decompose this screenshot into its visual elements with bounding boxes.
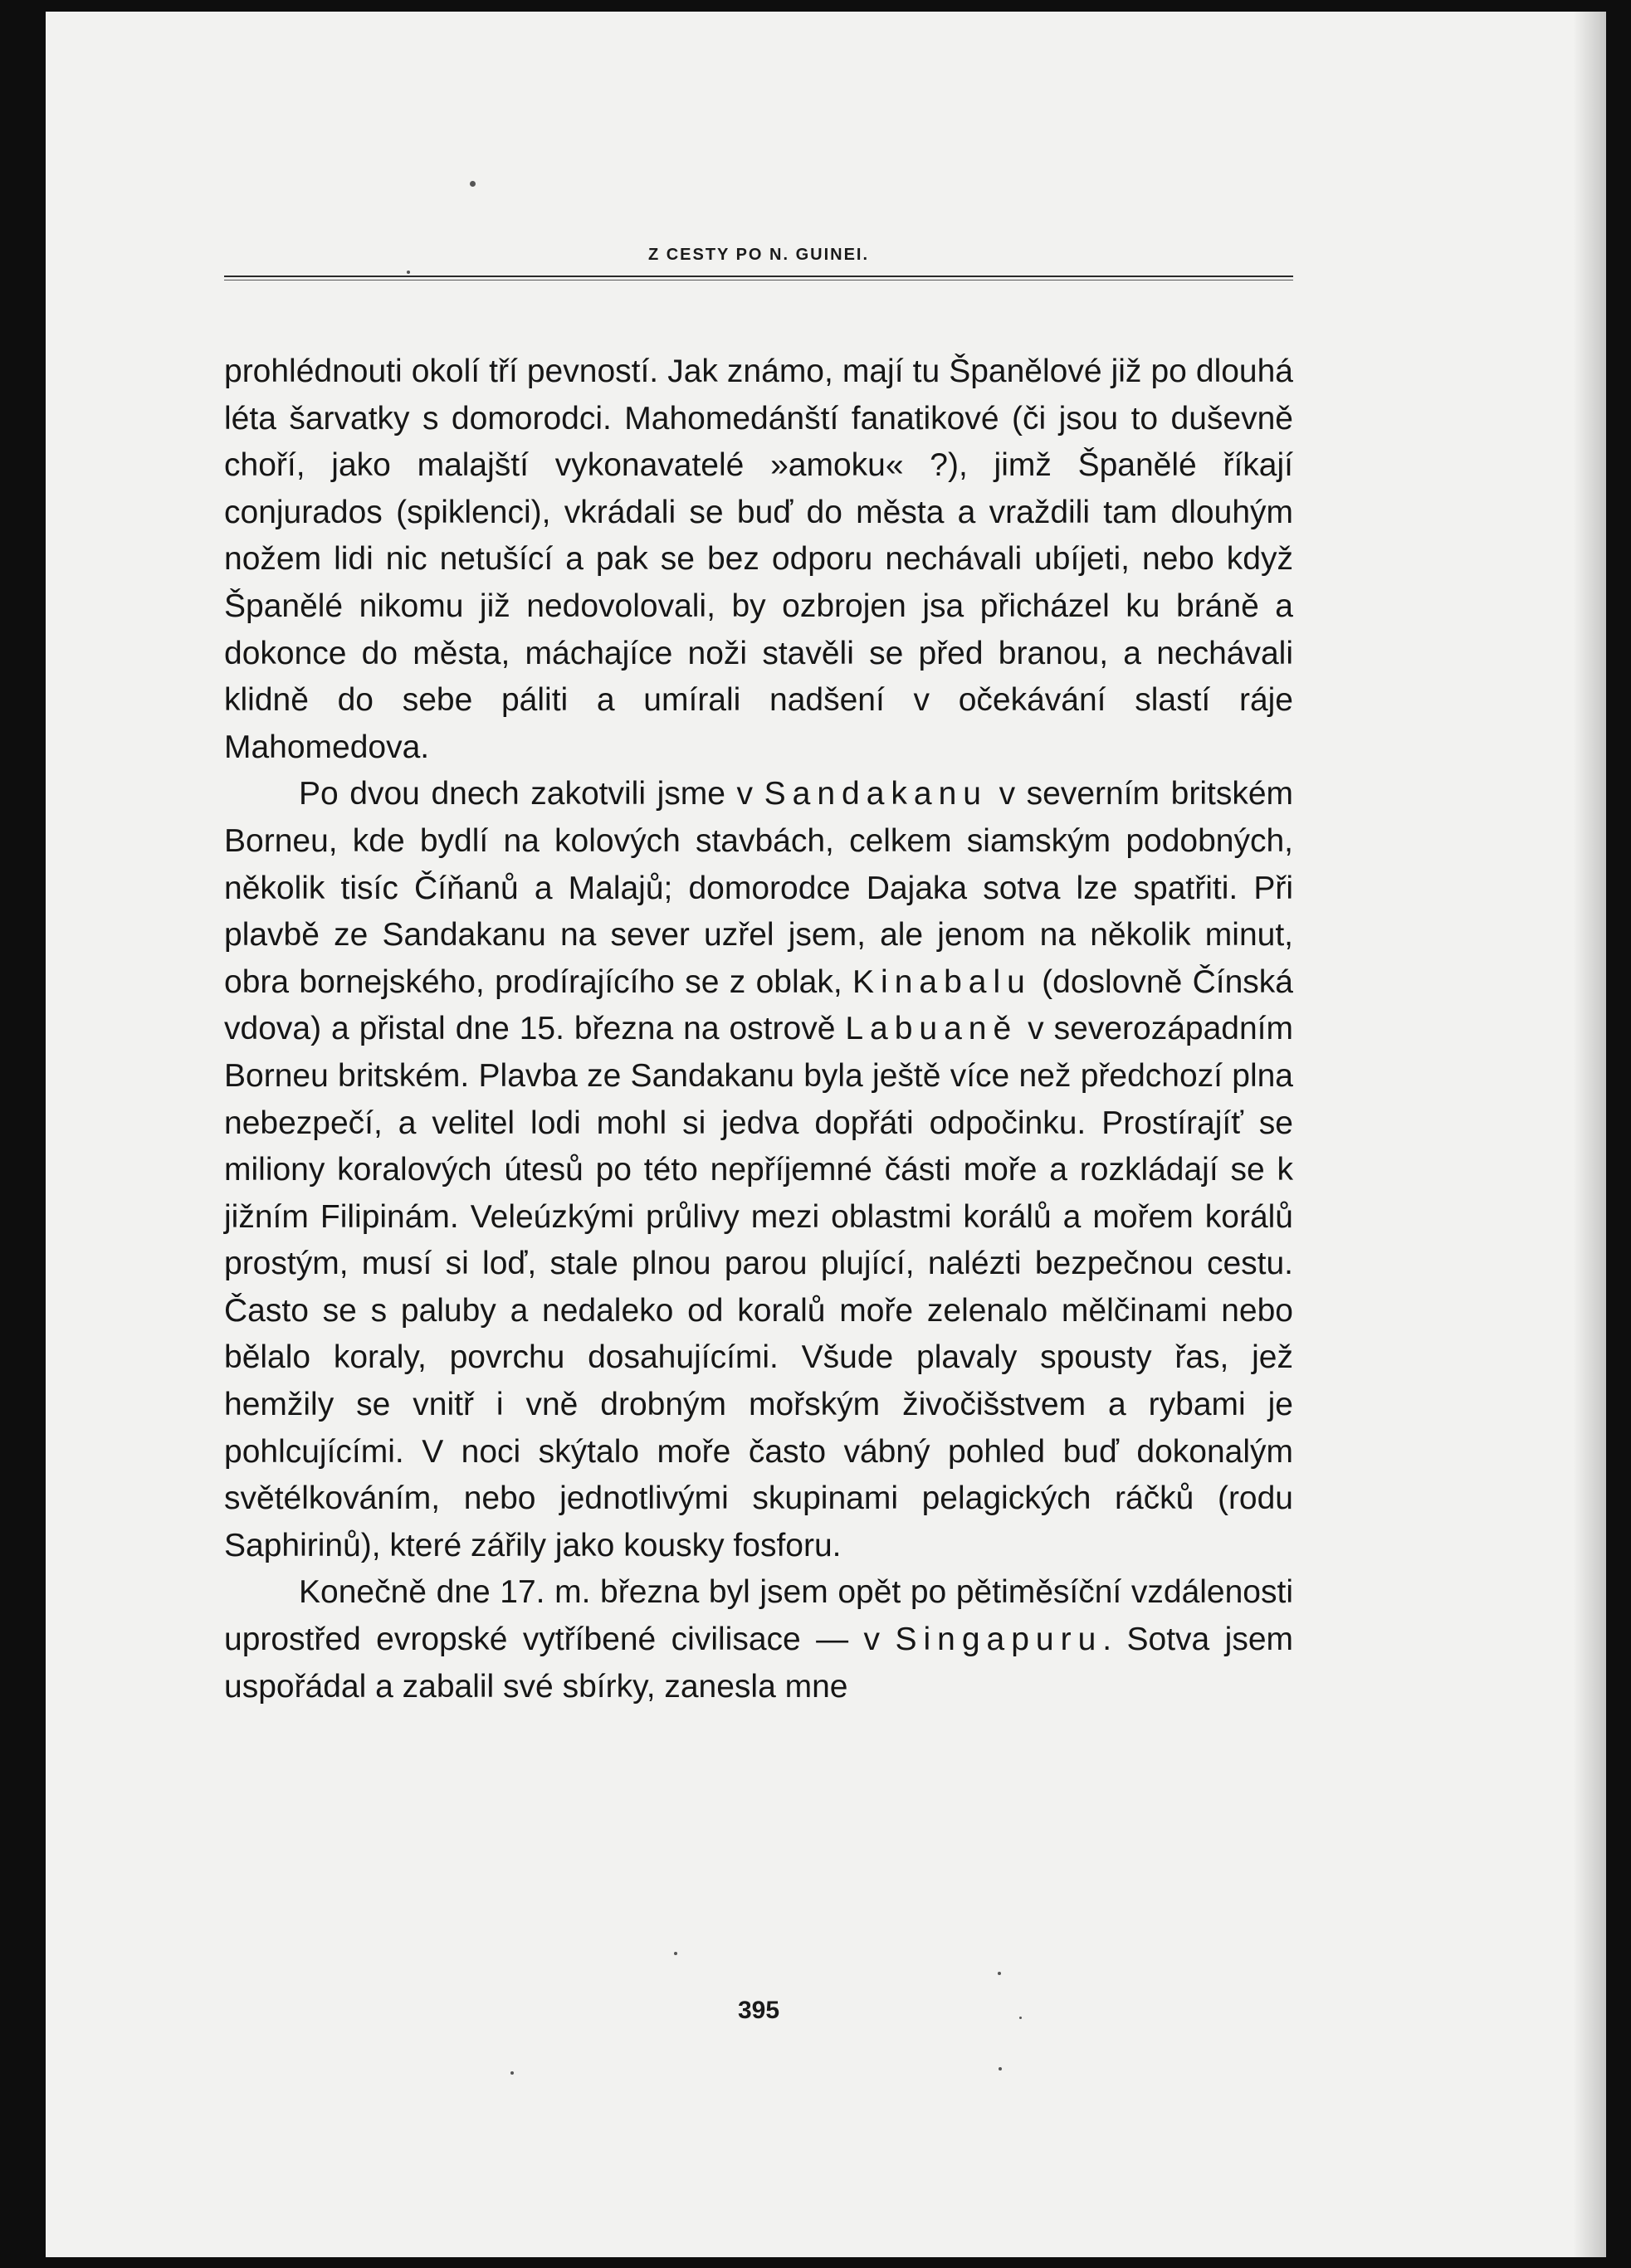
body-text [224,349,1293,1710]
scan-speck [674,1952,677,1955]
paragraph [224,1569,1293,1710]
scan-speck [407,271,410,274]
header-rule [224,276,1293,277]
text-run: Po dvou dnech zakotvili jsme v [299,776,764,812]
page-edge-shadow [1573,12,1606,2257]
text-run: v severním britském Borneu, kde bydlí na kolových stavbách, celkem siamským podobných, několik tisíc Číňanů a Malajů; domorodce Dajaka sotva lze spatřiti. Při plavbě ze Sandakanu na sever uzřel jsem, ale jenom na několik minut, obra bornejského, prodírajícího se z oblak, [224,776,1293,1000]
text-run: v severozápadním Borneu britském. Plavba ze Sandakanu byla ještě více než předchozí plna nebezpečí, a velitel lodi mohl si jedva dopřáti odpočinku. Prostírajíť se miliony koralových útesů po této nepříjemné části moře a rozkládají se k jižním Filipinám. Veleúzkými průlivy mezi oblastmi korálů a mořem korálů prostým, musí si loď, stale plnou parou plující, nalézti bezpečnou cestu. Často se s paluby a nedaleko od koralů moře zelenalo mělčinami nebo bělalo koraly, povrchu dosahujícími. Všude plavaly spousty řas, jež hemžily se vnitř i vně drobným mořským živočišstvem a rybami je pohlcujícími. V noci skýtalo moře často vábný pohled buď dokonalým světélkováním, nebo jednotlivými skupinami pelagických ráčků (rodu Saphirinů), které zářily jako kousky fosforu. [224,1011,1293,1563]
scan-speck [470,181,476,187]
paragraph [224,771,1293,1569]
running-head: Z CESTY PO N. GUINEI. [647,246,870,264]
emphasized-name: Sandakanu [764,776,988,812]
emphasized-name: Kinabalu [852,963,1032,1000]
text-run: (doslovně Čínská vdova) a přistal dne 15. března na ostrově [224,963,1293,1047]
text-run: prohlédnouti okolí tří pevností. Jak známo, mají tu Španělové již po dlouhá léta šarvatky s domorodci. Mahomedánští fanatikové (či jsou to duševně choří, jako malajští vykonavatelé »amoku« ?), jimž Španělé říkají conjurados (spiklenci), vkrádali se buď do města a vraždili tam dlouhým nožem lidi nic netušící a pak se bez odporu nechávali ubíjeti, nebo když Španělé nikomu již nedovolovali, by ozbrojen jsa přicházel ku bráně a dokonce do města, máchajíce noži stavěli se před branou, a nechávali klidně do sebe páliti a umírali nadšení v očekávání slastí ráje Mahomedova. [224,354,1293,765]
text-run: . Sotva jsem uspořádal a zabalil své sbírky, zanesla mne [224,1622,1293,1705]
text-run: Konečně dne 17. m. března byl jsem opět po pětiměsíční vzdálenosti uprostřed evropské vytříbené civilisace — v [224,1574,1293,1658]
page-number: 395 [737,1997,780,2024]
scan-speck [999,2067,1002,2070]
emphasized-name: Singapuru [895,1622,1103,1658]
scan-speck [1019,2017,1022,2019]
scan-speck [998,1972,1001,1975]
emphasized-name: Labuaně [845,1011,1018,1047]
scan-speck [510,2071,514,2075]
paragraph [224,349,1293,771]
